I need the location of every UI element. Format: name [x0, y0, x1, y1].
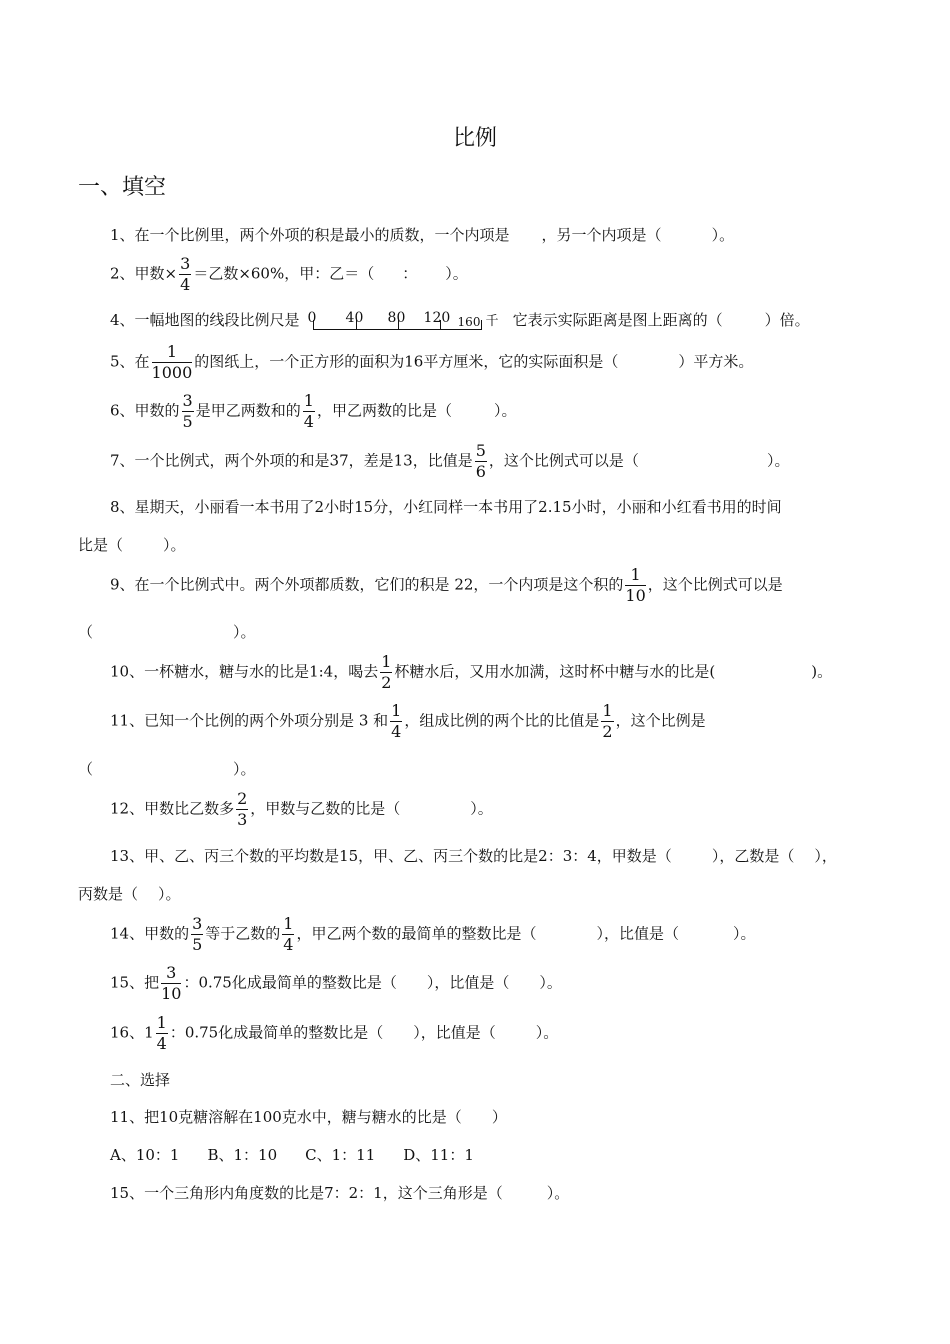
question-8-cont: 比是（ ）。 [78, 536, 186, 554]
question-6: 6、甲数的 $\frac{3}{5}$ 是甲乙两数和的 $\frac{1}{4}$ ，甲乙两数的比是（ ）。 [110, 391, 517, 431]
fraction: $\frac{1}{4}$ [156, 1013, 167, 1053]
question-9: 9、在一个比例式中。两个外项都质数，它们的积是 22，一个内项是这个积的 $\frac{1}{10}$ ，这个比例式可以是 [110, 565, 783, 605]
choice-question-11: 11、把10克糖溶解在100克水中，糖与糖水的比是（ ） [110, 1108, 507, 1126]
fraction: $\frac{3}{10}$ [161, 963, 182, 1003]
question-9-cont: （ ）。 [78, 623, 256, 641]
question-11: 11、已知一个比例的两个外项分别是 3 和 $\frac{1}{4}$ ，组成比例的两个比的比值是 $\frac{1}{2}$ ，这个比例是 [110, 701, 706, 741]
question-10: 10、一杯糖水，糖与水的比是1:4，喝去 $\frac{1}{2}$ 杯糖水后，又用水加满，这时杯中糖与水的比是( )。 [110, 652, 833, 692]
fraction: $\frac{1}{1000}$ [151, 342, 193, 382]
question-7: 7、一个比例式，两个外项的和是37，差是13，比值是 $\frac{5}{6}$ ，这个比例式可以是（ ）。 [110, 441, 790, 481]
fraction: $\frac{1}{2}$ [602, 701, 613, 741]
page-title: 比例 [452, 126, 497, 151]
option-c[interactable]: C、1：11 [305, 1146, 376, 1164]
scale-label: 0 [307, 310, 317, 326]
choice-question-15: 15、一个三角形内角度数的比是7：2：1，这个三角形是（ ）。 [110, 1184, 570, 1202]
section-heading-fill: 一、填空 [78, 175, 167, 200]
scale-label: 120 [423, 310, 451, 326]
scale-label: 40 [345, 310, 364, 326]
fraction: $\frac{1}{2}$ [381, 652, 392, 692]
scale-label: 80 [387, 310, 406, 326]
question-1: 1、在一个比例里，两个外项的积是最小的质数，一个内项是 ，另一个内项是（ ）。 [110, 226, 735, 244]
option-b[interactable]: B、1：10 [207, 1146, 278, 1164]
fraction: $\frac{1}{10}$ [625, 565, 646, 605]
fraction: $\frac{5}{6}$ [475, 441, 486, 481]
question-13-cont: 丙数是（ ）。 [78, 885, 181, 903]
question-12: 12、甲数比乙数多 $\frac{2}{3}$ ，甲数与乙数的比是（ ）。 [110, 789, 493, 829]
section-heading-choice: 二、选择 [110, 1071, 171, 1089]
fraction: $\frac{1}{4}$ [283, 914, 294, 954]
option-d[interactable]: D、11：1 [403, 1146, 474, 1164]
fraction: $\frac{3}{5}$ [182, 391, 193, 431]
question-2: 2、甲数× $\frac{3}{4}$ ＝乙数×60%，甲：乙＝（ ： ）。 [110, 254, 468, 294]
question-8: 8、星期天，小丽看一本书用了2小时15分，小红同样一本书用了2.15小时，小丽和小红看书用的时间 [110, 498, 782, 516]
fraction: $\frac{3}{4}$ [180, 254, 191, 294]
fraction: $\frac{1}{4}$ [391, 701, 402, 741]
fraction: $\frac{1}{4}$ [303, 391, 314, 431]
option-a[interactable]: A、10：1 [110, 1146, 180, 1164]
choice-options [110, 1145, 474, 1165]
scale-label: 160 [457, 315, 481, 329]
fraction: $\frac{3}{5}$ [192, 914, 203, 954]
question-13: 13、甲、乙、丙三个数的平均数是15，甲、乙、丙三个数的比是2：3：4，甲数是（ ），乙数是（ ）， [110, 847, 837, 865]
question-5: 5、在 $\frac{1}{1000}$ 的图纸上，一个正方形的面积为16平方厘米，它的实际面积是（ ）平方米。 [110, 342, 754, 382]
line-scale-bar [306, 310, 482, 332]
question-14: 14、甲数的 $\frac{3}{5}$ 等于乙数的 $\frac{1}{4}$ ，甲乙两个数的最简单的整数比是（ ），比值是（ ）。 [110, 914, 756, 954]
question-4: 4、一幅地图的线段比例尺是 0 40 80 120 160 千 它表示实际距离是图上距离的（ ）倍。 [110, 310, 810, 332]
question-16: 16、1 $\frac{1}{4}$ ：0.75化成最简单的整数比是（ ），比值是（ ）。 [110, 1013, 559, 1053]
fraction: $\frac{2}{3}$ [237, 789, 248, 829]
question-15: 15、把 $\frac{3}{10}$ ：0.75化成最简单的整数比是（ ），比值是（ ）。 [110, 963, 562, 1003]
question-11-cont: （ ）。 [78, 760, 256, 778]
